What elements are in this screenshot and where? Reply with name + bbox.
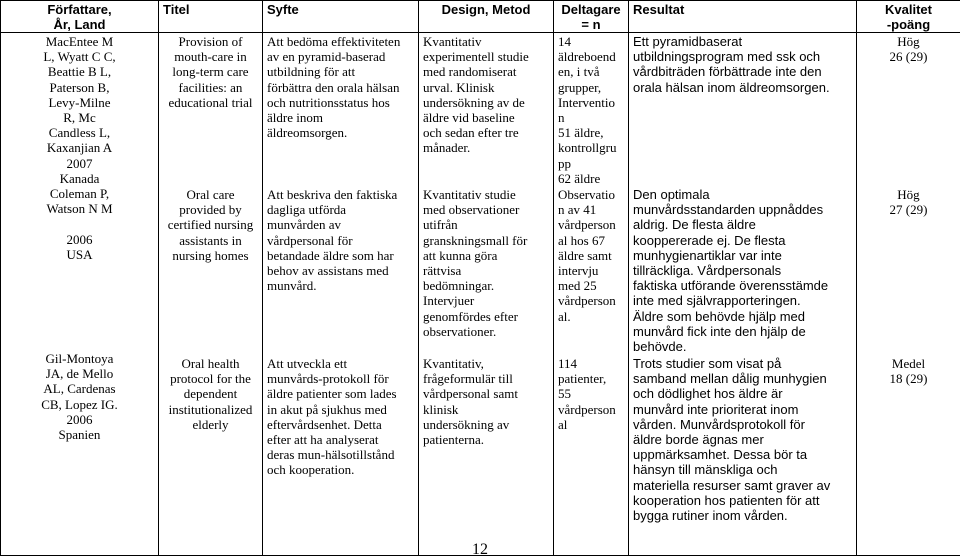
study-1-resultat: Ett pyramidbaserat utbildningsprogram med ssk och vårdbiträden förbättrade inte den orala hälsan inom äldreomsorgen.	[633, 34, 852, 187]
study-1-kvalitet: Hög 26 (29)	[861, 34, 956, 187]
study-3-kvalitet: Medel 18 (29)	[861, 356, 956, 386]
table-row	[1, 33, 960, 556]
study-3-design: Kvantitativ, frågeformulär till vårdpersonal samt klinisk undersökning av patienterna.	[423, 356, 549, 447]
deltagare-cell	[554, 33, 629, 556]
study-1-syfte: Att bedöma effektiviteten av en pyramid-baserad utbildning för att förbättra den orala hälsan och nutritionsstatus hos äldre inom äldreomsorgen.	[267, 34, 414, 187]
title-cell	[159, 33, 263, 556]
design-cell	[419, 33, 554, 556]
header-title: Titel	[159, 1, 263, 33]
header-kvalitet: Kvalitet -poäng	[857, 1, 960, 33]
study-2-author: Coleman P, Watson N M 2006 USA	[5, 186, 154, 262]
author-cell	[1, 33, 159, 556]
header-row	[1, 1, 960, 33]
study-2-resultat: Den optimala munvårdsstandarden uppnåddes aldrig. De flesta äldre kooppererade ej. De flesta munhygienartiklar var inte tillräckliga. Vårdpersonals faktiska utförande överensstämde inte med självrapporteringen. Äldre som behövde hjälp med munvård fick inte den hjälp de behövde.	[633, 187, 852, 356]
syfte-cell	[263, 33, 419, 556]
study-2-syfte: Att beskriva den faktiska dagliga utförda munvården av vårdpersonal för betandade äldre som har behov av assistans med munvård.	[267, 187, 414, 356]
resultat-cell	[629, 33, 857, 556]
study-1-deltagare: 14 äldreboend en, i två grupper, Interventio n 51 äldre, kontrollgru pp 62 äldre	[558, 34, 624, 187]
study-3-title: Oral health protocol for the dependent institutionalized elderly	[163, 356, 258, 432]
kvalitet-cell	[857, 33, 960, 556]
study-3-syfte: Att utveckla ett munvårds-protokoll för äldre patienter som lades in akut på sjukhus med eftervårdsenhet. Detta efter att ha analyserat deras mun-hälsotillstånd och kooperation.	[267, 356, 414, 478]
study-2-design: Kvantitativ studie med observationer utifrån granskningsmall för att kunna göra rättvisa bedömningar. Intervjuer genomfördes efter observationer.	[423, 187, 549, 356]
header-syfte: Syfte	[263, 1, 419, 33]
study-1-title: Provision of mouth-care in long-term care facilities: an educational trial	[163, 34, 258, 187]
study-2-deltagare: Observatio n av 41 vårdperson al hos 67 äldre samt intervju med 25 vårdperson al.	[558, 187, 624, 356]
study-1-author: MacEntee M L, Wyatt C C, Beattie B L, Paterson B, Levy-Milne R, Mc Candless L, Kaxanjian A 2007 Kanada	[5, 34, 154, 186]
study-3-author: Gil-Montoya JA, de Mello AL, Cardenas CB, Lopez IG. 2006 Spanien	[5, 351, 154, 442]
study-3-resultat: Trots studier som visat på samband mellan dålig munhygien och dödlighet hos äldre är munvård inte prioriterat inom vården. Munvårdsprotokoll för äldre borde ägnas mer uppmärksamhet. Dessa bör ta hänsyn till mänskliga och materiella resurser samt graver av kooperation hos patienten för att bygga rutiner inom vården.	[633, 356, 852, 523]
study-2-title: Oral care provided by certified nursing assistants in nursing homes	[163, 187, 258, 356]
study-2-kvalitet: Hög 27 (29)	[861, 187, 956, 356]
study-3-deltagare: 114 patienter, 55 vårdperson al	[558, 356, 624, 432]
page-number: 12	[472, 541, 488, 559]
header-resultat: Resultat	[629, 1, 857, 33]
header-deltagare: Deltagare = n	[554, 1, 629, 33]
study-1-design: Kvantitativ experimentell studie med randomiserat urval. Klinisk undersökning av de äldre vid baseline och sedan efter tre månader.	[423, 34, 549, 187]
header-design: Design, Metod	[419, 1, 554, 33]
header-author: Författare, År, Land	[1, 1, 159, 33]
